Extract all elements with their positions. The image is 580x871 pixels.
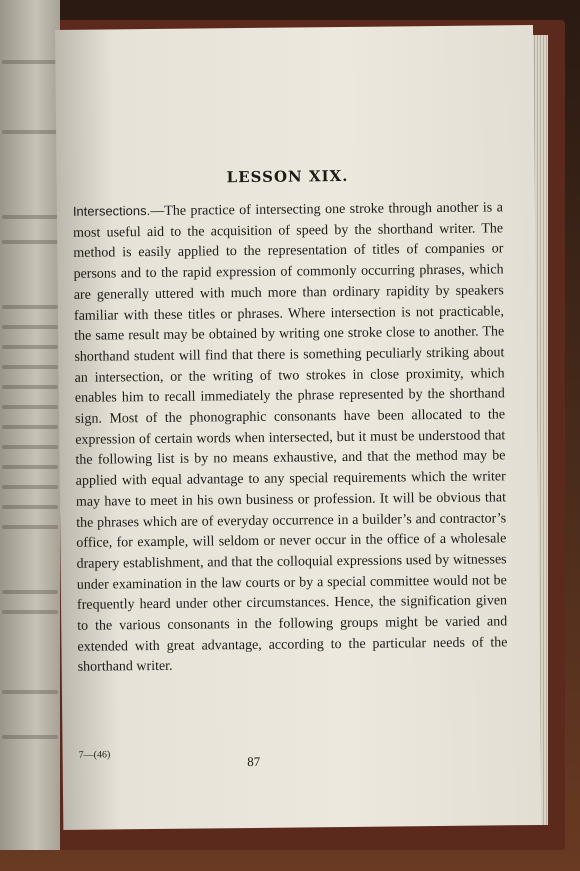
- run-in-heading: Intersections.: [72, 203, 151, 219]
- signature-mark: 7—(46): [78, 749, 111, 761]
- paragraph-text: —The practice of intersecting one stroke through another is a most useful aid to the acquisition of speed by the shorthand writer. The method is easily applied to the representation of titles of companies or persons and to the rapid expression of commonly occurring phrases, which are generally uttered with much more than ordinary rapidity by speakers familiar with these titles or phrases. Where intersection is not practicable, the same result may be obtained by writing one stroke close to another. The shorthand student will find that there is something peculiarly striking about an intersection, or the writing of two strokes in close proximity, which enables him to recall immediately the phrase represented by the shorthand sign. Most of the phonographic consonants have been allocated to the expression of certain words when intersected, but it must be understood that the following list is by no means exhaustive, and that the method may be applied with equal advantage to any special requirements which the writer may have to meet in his own business or profession. It will be obvious that the phrases which are of everyday occurrence in a builder’s and contractor’s office, for example, will seldom or never occur in the office of a wholesale drapery establishment, and that the colloquial expressions used by witnesses under examination in the law courts or by a special committee would not be frequently heard under other circumstances. Hence, the signification given to the various consonants in the following groups might be varied and extended with great advantage, according to the particular needs of the shorthand writer.: [73, 200, 508, 676]
- book-page: [55, 25, 541, 830]
- page-footer: [79, 745, 509, 770]
- lesson-title: LESSON XIX.: [226, 166, 349, 187]
- body-paragraph: [73, 197, 508, 679]
- page-number: 87: [247, 753, 261, 770]
- page-content: [72, 165, 507, 679]
- left-facing-page: [0, 0, 60, 850]
